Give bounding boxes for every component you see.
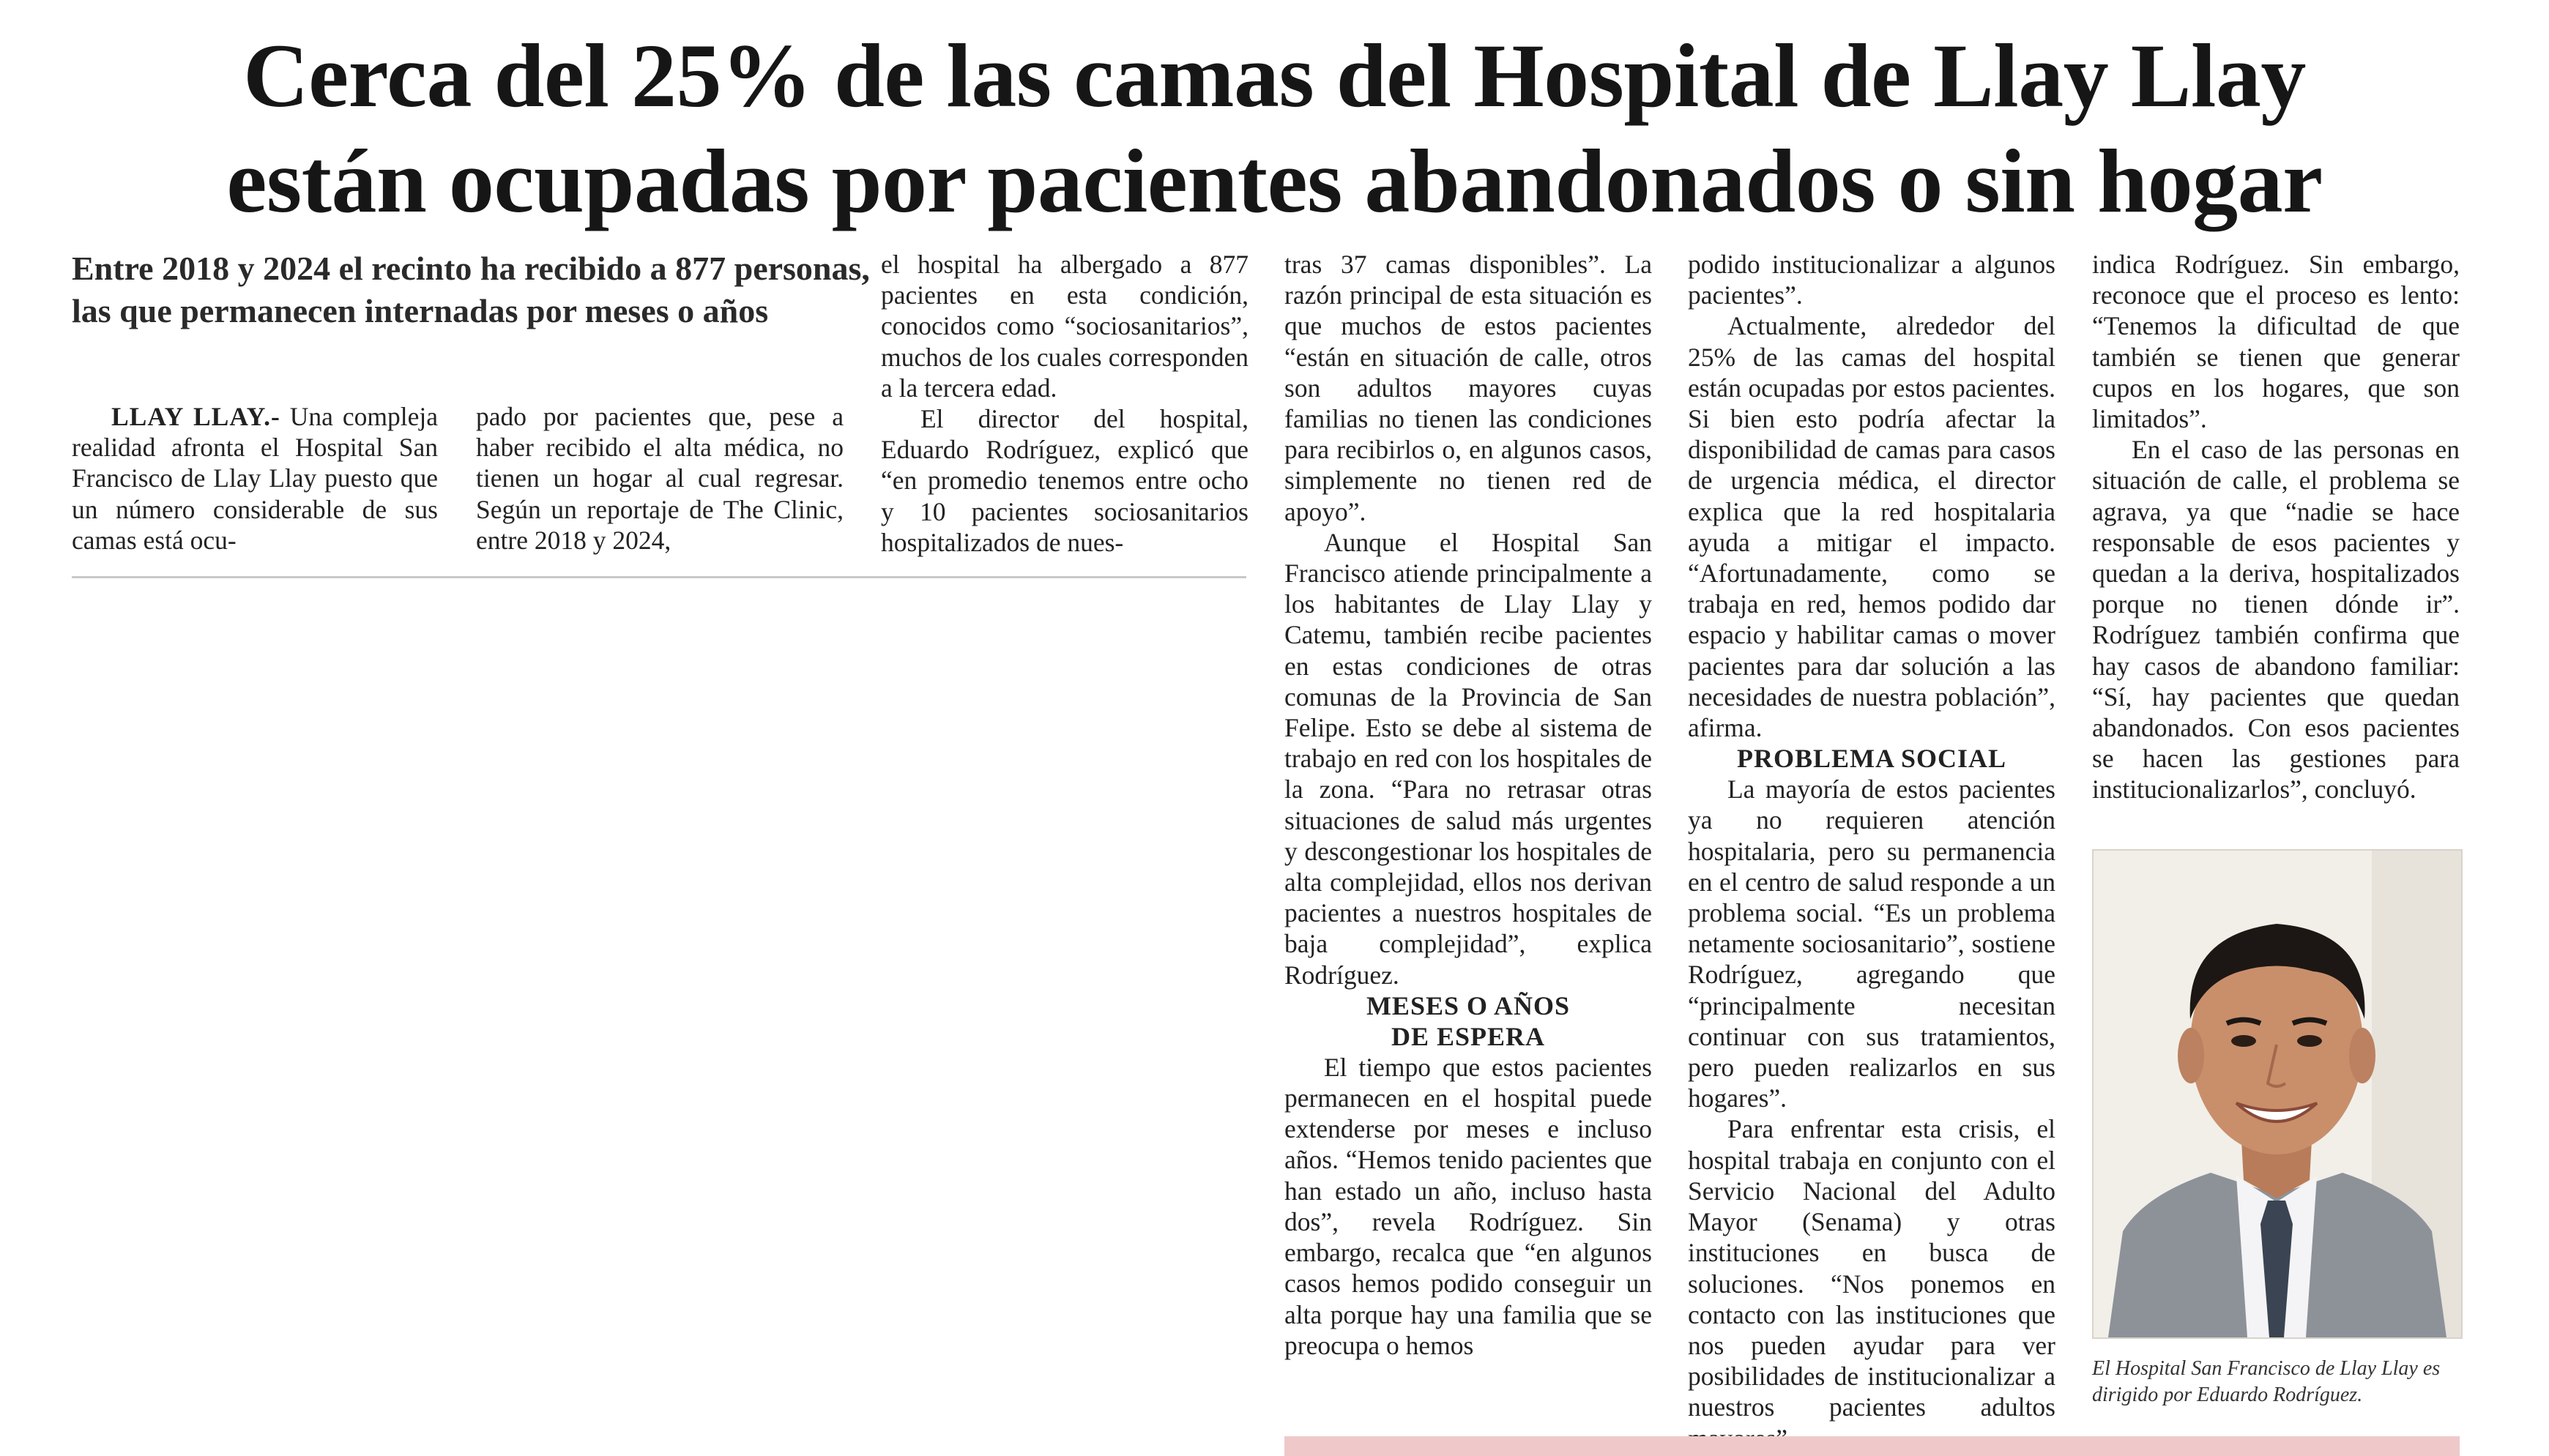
column-5-paragraph: La mayoría de estos pacientes ya no requieren atención hospitalaria, pero su permanencia en el centro de salud responde a un problema social. “Es un problema netamente sociosanitario”, sostiene Rodríguez, agregando que “principalmente necesitan continuar con sus tratamientos, pero pueden realizarlos en sus hogares”. [1688, 774, 2055, 1113]
column-3-paragraph: El director del hospital, Eduardo Rodríguez, explicó que “en promedio tenemos entre ocho y 10 pacientes sociosanitarios hospitalizados de nues- [881, 404, 1249, 557]
article-column-3 [881, 249, 1249, 558]
headline-line-1: Cerca del 25% de las camas del Hospital de Llay Llay [243, 26, 2306, 126]
article-column-2 [476, 401, 844, 556]
bottom-color-strip [1284, 1436, 2460, 1456]
article-column-4 [1284, 249, 1652, 1361]
column-4-paragraph: tras 37 camas disponibles”. La razón principal de esta situación es que muchos de estos pacientes “están en situación de calle, otros son adultos mayores cuyas familias no tienen las condiciones para recibirlos o, en algunos casos, simplemente no tienen red de apoyo”. [1284, 250, 1652, 526]
column-5-paragraph: Para enfrentar esta crisis, el hospital trabaja en conjunto con el Servicio Nacional del Adulto Mayor (Senama) y otras instituciones en busca de soluciones. “Nos ponemos en contacto con las instituciones que nos pueden ayudar para ver posibilidades de institucionalizar a nuestros pacientes adultos [1688, 1114, 2055, 1422]
section-heading-meses: MESES O AÑOS DE ESPERA [1366, 990, 1571, 1051]
headline-line-2: están ocupadas por pacientes abandonados o sin hogar [226, 131, 2323, 231]
column-1-text: Una compleja realidad afronta el Hospital San Francisco de Llay Llay puesto que un número considerable de sus camas está ocu- [72, 402, 438, 555]
article-headline [73, 23, 2476, 234]
dateline: LLAY LLAY.- [111, 402, 280, 431]
portrait-illustration [2094, 851, 2461, 1337]
column-6-paragraph: indica Rodríguez. Sin embargo, reconoce que el proceso es lento: “Tenemos la dificultad de que también se tienen que generar cupos en los hogares, que son limitados”. [2092, 250, 2460, 434]
photo-caption: El Hospital San Francisco de Llay Llay es dirigido por Eduardo Rodríguez. [2092, 1357, 2441, 1406]
column-5-paragraph: podido institucionalizar a algunos pacientes”. [1688, 250, 2055, 310]
column-6-paragraph: En el caso de las personas en situación de calle, el problema se agrava, ya que “nadie se hace responsable de esos pacientes y quedan a la deriva, hospitalizados porque no tienen dónde ir”. Rodríguez también confirma que hay casos de abandono familiar: “Sí, hay pacientes que quedan abandonados. Con esos pacientes se hacen las gestiones para institucionalizarlos”, concluyó. [2092, 435, 2460, 804]
article-subhead: Entre 2018 y 2024 el recinto ha recibido a 877 personas, las que permanecen internadas por meses o años [72, 250, 870, 329]
column-4-paragraph: Aunque el Hospital San Francisco atiende principalmente a los habitantes de Llay Llay y Catemu, también recibe pacientes en estas condiciones de otras comunas de la Provincia de San Felipe. Esto se debe al sistema de trabajo en red con los hospitales de la zona. “Para no retrasar otras situaciones de salud más urgentes y descongestionar los hospitales de alta complejidad, ellos nos derivan pacientes a nuestros hospitales de baja complejidad”, explica Rodríguez. [1284, 527, 1652, 990]
director-portrait-photo [2092, 849, 2463, 1339]
column-2-text: pado por pacientes que, pese a haber recibido el alta médica, no tienen un hogar al cual regresar. Según un reportaje de The Clinic, entre 2018 y 2024, [476, 402, 844, 555]
subhead-divider [72, 576, 1246, 578]
column-3-paragraph: el hospital ha albergado a 877 pacientes en esta condición, conocidos como “sociosanitarios”, muchos de los cuales corresponden a la tercera edad. [881, 250, 1249, 403]
article-column-1 [72, 401, 438, 556]
column-5-paragraph: Actualmente, alrededor del 25% de las camas del hospital están ocupadas por estos pacientes. Si bien esto podría afectar la disponibilidad de camas para casos de urgencia médica, el director explica que la red hospitalaria ayuda a mitigar el impacto. “Afortunadamente, como se trabaja en red, hemos podido dar espacio y habilitar camas o mover pacientes para dar solución a las necesidades de nuestra población”, afirma. [1688, 311, 2055, 743]
article-column-6 [2092, 249, 2460, 805]
section-heading-problema-social: PROBLEMA SOCIAL [1736, 744, 2007, 774]
article-column-5 [1688, 249, 2055, 1454]
column-4-paragraph: El tiempo que estos pacientes permanecen en el hospital puede extenderse por meses e incluso años. “Hemos tenido pacientes que han estado un año, incluso hasta dos”, revela Rodríguez. Sin embargo, recalca que “en algunos casos hemos podido conseguir un alta porque hay una familia que se preocupa o hemos [1284, 1052, 1652, 1360]
